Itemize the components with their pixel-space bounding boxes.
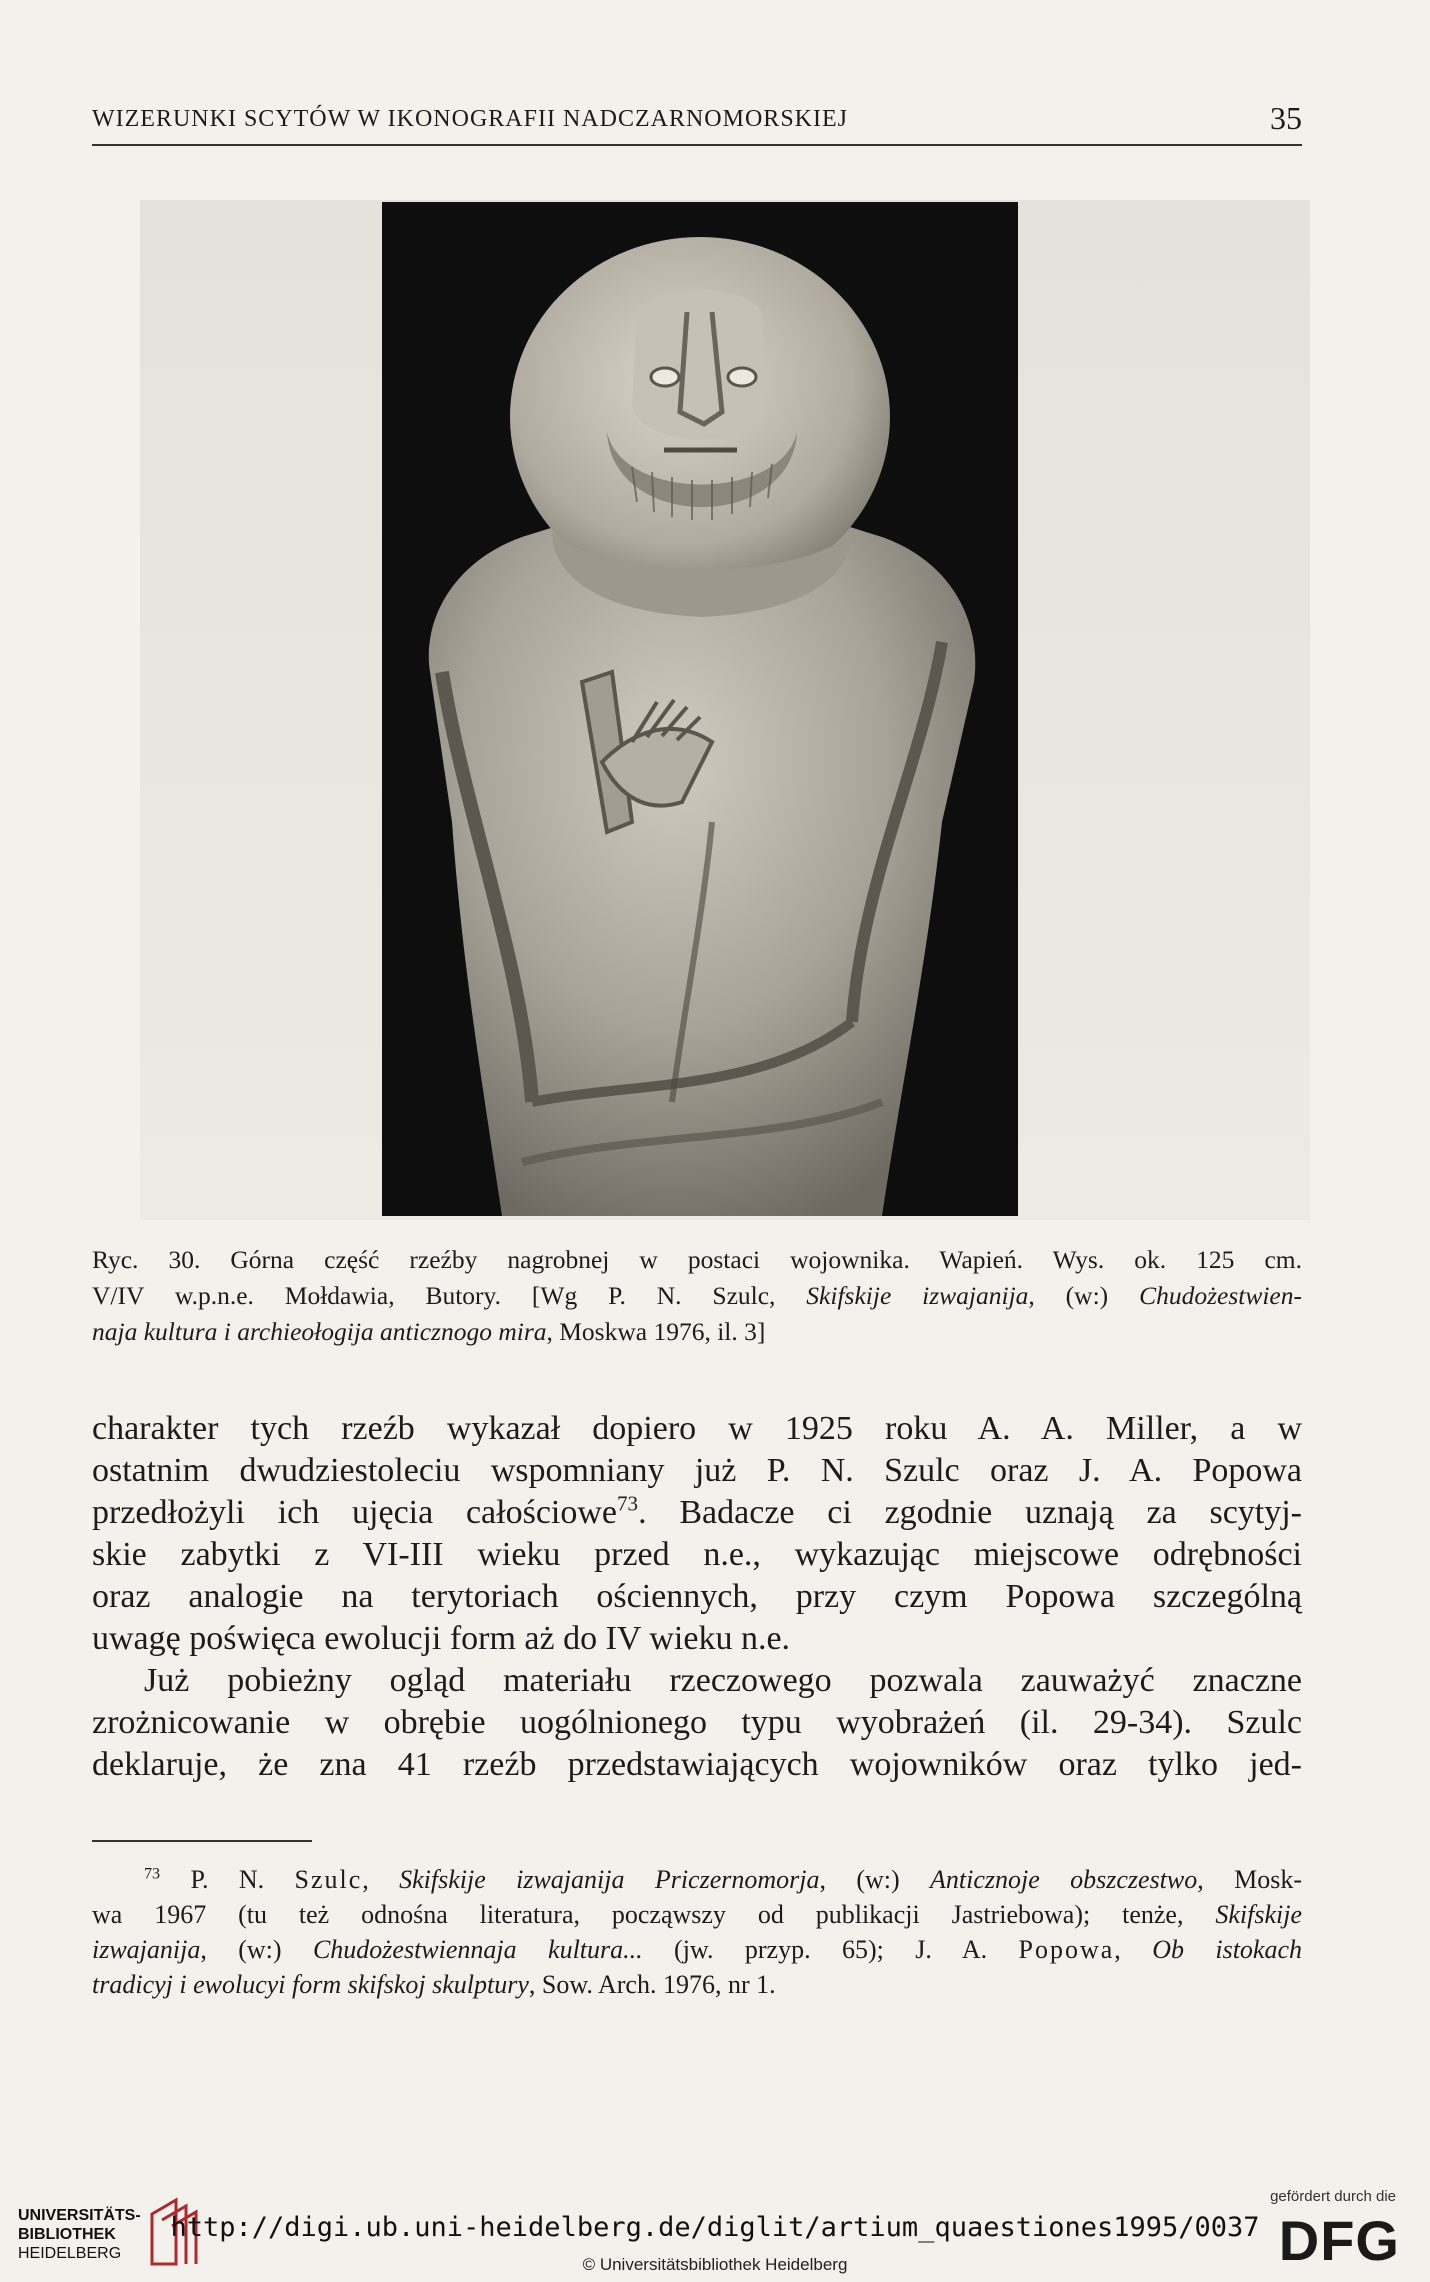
footnote-line	[92, 1967, 1302, 2002]
caption-line	[92, 1314, 1302, 1350]
caption-line	[92, 1242, 1302, 1278]
footnote-italic: Anticznoje obszczestwo	[930, 1865, 1198, 1894]
running-header	[92, 100, 1302, 146]
library-name-line: HEIDELBERG	[18, 2245, 122, 2262]
footnote-reference[interactable]: 73	[617, 1491, 639, 1516]
body-text-span: przedłożyli ich ujęcia całościowe	[92, 1494, 618, 1531]
footnote-text: , Mosk-	[1197, 1865, 1303, 1894]
footnote-line	[92, 1932, 1302, 1967]
source-link[interactable]: http://digi.ub.uni-heidelberg.de/diglit/artium_quaestiones1995/0037	[170, 2212, 1260, 2243]
footnote-line	[92, 1862, 1302, 1897]
footnote-italic: Ob istokach	[1152, 1935, 1303, 1964]
caption-italic: Skifskije izwajanija	[806, 1281, 1029, 1310]
body-line	[92, 1492, 1302, 1534]
caption-line	[92, 1278, 1302, 1314]
body-line: ostatnim dwudziestoleciu wspomniany już P. N. Szulc oraz J. A. Popowa	[92, 1452, 1302, 1489]
running-title: WIZERUNKI SCYTÓW W IKONOGRAFII NADCZARNOMORSKIEJ	[92, 106, 848, 132]
footnote-author: Popowa	[1018, 1935, 1115, 1964]
body-line: skie zabytki z VI-III wieku przed n.e., wykazując miejscowe odrębności	[92, 1536, 1302, 1573]
body-line: uwagę poświęca ewolucji form aż do IV wieku n.e.	[92, 1620, 791, 1657]
caption-text: Ryc. 30. Górna część rzeźby nagrobnej w postaci wojownika. Wapień. Wys. ok. 125 cm.	[92, 1245, 1302, 1274]
body-line: oraz analogie na terytoriach ościennych, przy czym Popowa szczególną	[92, 1578, 1302, 1615]
footnote	[92, 1862, 1302, 2002]
body-line: charakter tych rzeźb wykazał dopiero w 1925 roku A. A. Miller, a w	[92, 1410, 1302, 1447]
footnote-author: Szulc	[294, 1865, 363, 1894]
footnote-italic: tradicyj i ewolucyi form skifskoj skulptury	[92, 1970, 529, 1999]
library-name-line: BIBLIOTHEK	[18, 2226, 116, 2243]
footnote-italic: Skifskije izwajanija Priczernomorja	[399, 1865, 820, 1894]
body-text	[92, 1408, 1302, 1786]
dfg-logo: DFG	[1278, 2209, 1400, 2272]
page-number: 35	[1270, 100, 1302, 136]
caption-text: V/IV w.p.n.e. Mołdawia, Butory. [Wg P. N. Szulc,	[92, 1281, 807, 1310]
sculpture-illustration	[382, 202, 1018, 1216]
sculpture-photograph	[382, 202, 1018, 1216]
footnote-line	[92, 1897, 1302, 1932]
footnote-italic: izwajanija	[92, 1935, 201, 1964]
funding-note: gefördert durch die	[1270, 2188, 1396, 2205]
footnote-text: , (w:)	[200, 1935, 313, 1964]
digitization-footer	[0, 2182, 1430, 2282]
figure-caption	[92, 1242, 1302, 1350]
footnote-text: (jw. przyp. 65); J. A.	[642, 1935, 1019, 1964]
library-name-line: UNIVERSITÄTS-	[18, 2207, 141, 2224]
caption-text: , Moskwa 1976, il. 3]	[546, 1317, 766, 1346]
body-text-span: . Badacze ci zgodnie uznają za scytyj-	[638, 1494, 1302, 1531]
caption-italic: Chudożestwien-	[1139, 1281, 1302, 1310]
footnote-text: P. N.	[160, 1865, 295, 1894]
footnote-text: ,	[362, 1865, 400, 1894]
footnote-text: , (w:)	[819, 1865, 931, 1894]
footnote-number: 73	[144, 1865, 161, 1883]
caption-text: , (w:)	[1028, 1281, 1140, 1310]
copyright-notice: © Universitätsbibliothek Heidelberg	[582, 2255, 848, 2274]
footnote-text: wa 1967 (tu też odnośna literatura, począwszy od publikacji Jastriebowa); tenże,	[92, 1900, 1216, 1929]
footnote-text: ,	[1114, 1935, 1153, 1964]
body-line: zrożnicowanie w obrębie uogólnionego typu wyobrażeń (il. 29-34). Szulc	[92, 1704, 1302, 1741]
footnote-text: , Sow. Arch. 1976, nr 1.	[528, 1970, 776, 1999]
caption-italic: naja kultura i archieołogija anticznogo mira	[92, 1317, 547, 1346]
footnote-rule	[92, 1840, 312, 1842]
footnote-italic: Skifskije	[1215, 1900, 1302, 1929]
body-line: deklaruje, że zna 41 rzeźb przedstawiających wojowników oraz tylko jed-	[92, 1746, 1302, 1783]
footnote-italic: Chudożestwiennaja kultura...	[312, 1935, 643, 1964]
body-line: Już pobieżny ogląd materiału rzeczowego pozwala zauważyć znaczne	[144, 1662, 1302, 1699]
